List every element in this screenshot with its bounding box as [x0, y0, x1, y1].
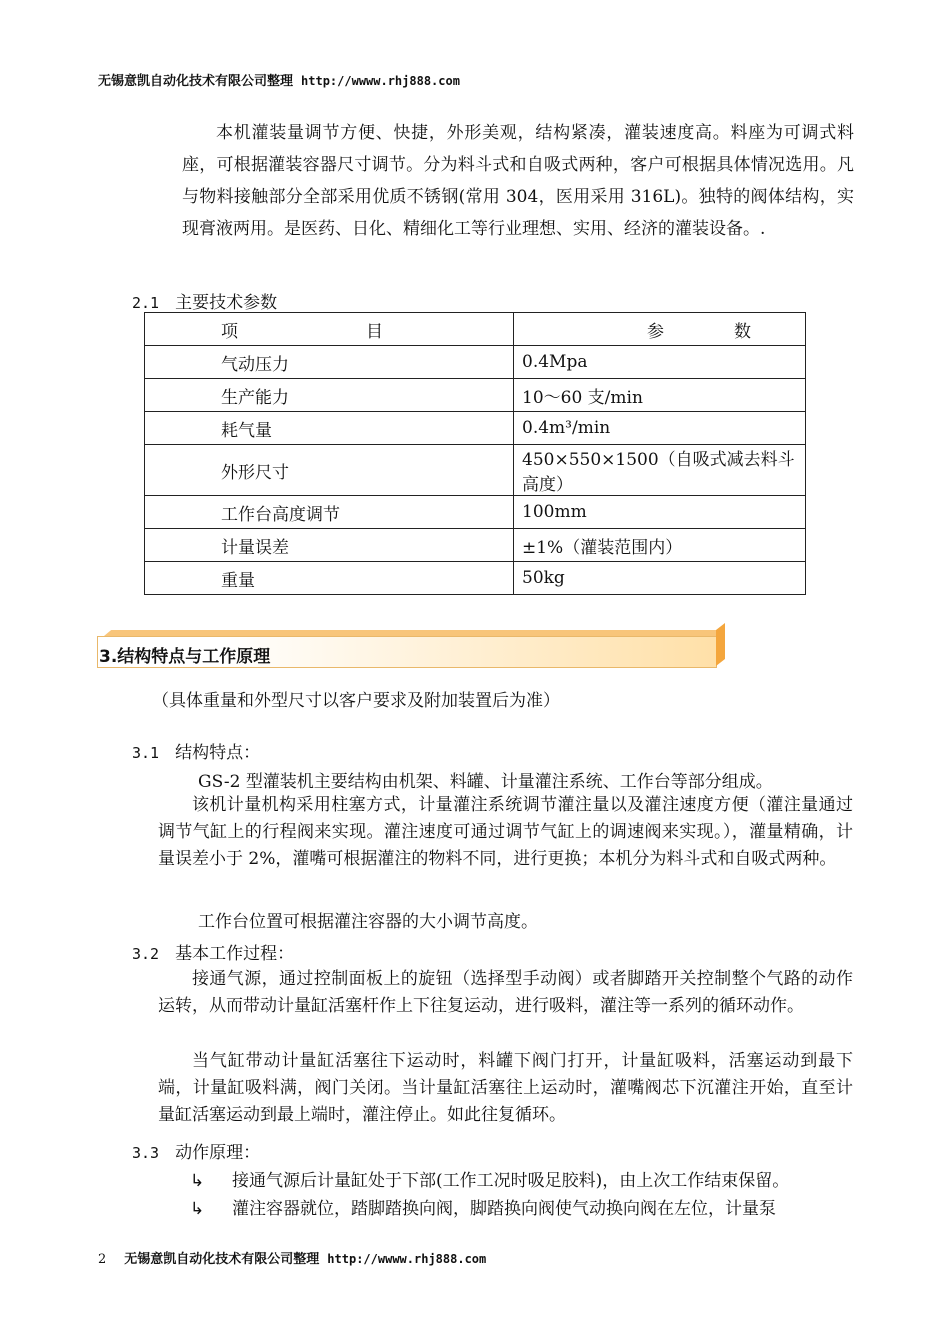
footer-url[interactable]: http://wwww.rhj888.com [327, 1252, 487, 1266]
table-cell-item: 计量误差 [145, 529, 514, 562]
table-cell-item: 外形尺寸 [145, 445, 514, 496]
banner-side-bevel [716, 623, 725, 666]
page-footer [98, 1248, 486, 1267]
section-3-3-heading [132, 1138, 260, 1163]
hook-arrow-icon: ↳ [190, 1199, 205, 1219]
s31-line-2: 工作台位置可根据灌注容器的大小调节高度。 [198, 912, 538, 932]
section-title: 结构特点： [175, 743, 261, 763]
header-url[interactable]: http://wwww.rhj888.com [301, 74, 460, 88]
list-item-text: 接通气源后计量缸处于下部(工作工况时吸足胶料)，由上次工作结束保留。 [232, 1171, 790, 1191]
banner-top-bevel [104, 630, 723, 636]
header-company: 无锡意凯自动化技术有限公司整理 [98, 74, 294, 89]
table-cell-value: 0.4m³/min [514, 412, 806, 445]
table-cell-value: 100mm [514, 496, 806, 529]
header-item-char-2: 目 [366, 321, 383, 342]
page-header [98, 70, 460, 89]
hook-arrow-icon: ↳ [190, 1171, 205, 1191]
table-row [145, 445, 806, 496]
section-title: 基本工作过程： [175, 944, 295, 964]
table-row [145, 346, 806, 379]
table-cell-item: 气动压力 [145, 346, 514, 379]
list-item [190, 1194, 776, 1219]
list-item [190, 1166, 789, 1191]
section-number: 3.3 [132, 1144, 160, 1162]
section-3-banner [97, 636, 717, 668]
header-param-char-2: 数 [734, 321, 751, 342]
footer-company: 无锡意凯自动化技术有限公司整理 [124, 1252, 320, 1267]
s32-paragraph-2: 当气缸带动计量缸活塞往下运动时，料罐下阀门打开，计量缸吸料，活塞运动到最下端，计量缸吸料满，阀门关闭。当计量缸活塞往上运动时，灌嘴阀芯下沉灌注开始，直至计量缸活塞运动到最上端时，灌注停止。如此往复循环。 [158, 1051, 853, 1125]
section-number: 3.1 [132, 744, 160, 762]
section-3-2-heading [132, 939, 294, 964]
table-row [145, 496, 806, 529]
page-number: 2 [98, 1252, 107, 1267]
table-cell-item: 工作台高度调节 [145, 496, 514, 529]
section-title: 主要技术参数 [175, 293, 278, 313]
table-cell-value: 0.4Mpa [514, 346, 806, 379]
table-cell-item: 重量 [145, 562, 514, 595]
table-cell-item: 耗气量 [145, 412, 514, 445]
s32-paragraph-1: 接通气源，通过控制面板上的旋钮（选择型手动阀）或者脚踏开关控制整个气路的动作运转，从而带动计量缸活塞杆作上下往复运动，进行吸料，灌注等一系列的循环动作。 [158, 969, 853, 1016]
table-cell-value: 10～60 支/min [514, 379, 806, 412]
table-cell-item: 生产能力 [145, 379, 514, 412]
table-header-row [145, 313, 806, 346]
s31-line-1: GS-2 型灌装机主要结构由机架、料罐、计量灌注系统、工作台等部分组成。 [198, 772, 773, 792]
table-row [145, 562, 806, 595]
table-cell-value: 50kg [514, 562, 806, 595]
section-2-1-heading [132, 288, 277, 313]
spec-table [144, 312, 806, 595]
table-cell-value: ±1%（灌装范围内） [514, 529, 806, 562]
section-number: 2.1 [132, 294, 160, 312]
intro-paragraph: 本机灌装量调节方便、快捷，外形美观，结构紧凑，灌装速度高。料座为可调式料座，可根据灌装容器尺寸调节。分为料斗式和自吸式两种，客户可根据具体情况选用。凡与物料接触部分全部采用优质不锈钢(常用 304，医用采用 316L)。独特的阀体结构，实现膏液两用。是医药、日化、精细化工等行业理想、实用、经济的灌装设备。. [182, 123, 854, 239]
table-row [145, 412, 806, 445]
section-3-1-heading [132, 738, 260, 763]
table-cell-value: 450×550×1500（自吸式减去料斗高度） [514, 445, 806, 496]
section-number: 3.2 [132, 945, 160, 963]
note-text: （具体重量和外型尺寸以客户要求及附加装置后为准） [152, 691, 560, 711]
section-title: 动作原理： [175, 1143, 261, 1163]
header-param-char-1: 参 [647, 321, 664, 342]
header-item-char-1: 项 [221, 321, 238, 342]
table-row [145, 379, 806, 412]
table-row [145, 529, 806, 562]
header-param-cell [514, 313, 806, 346]
banner-title: 3.结构特点与工作原理 [99, 647, 271, 667]
s31-paragraph: 该机计量机构采用柱塞方式，计量灌注系统调节灌注量以及灌注速度方便（灌注量通过调节气缸上的行程阀来实现。灌注速度可通过调节气缸上的调速阀来实现。），灌量精确，计量误差小于 2%，灌嘴可根据灌注的物料不同，进行更换；本机分为料斗式和自吸式两种。 [158, 795, 853, 869]
header-item-cell [145, 313, 514, 346]
list-item-text: 灌注容器就位，踏脚踏换向阀，脚踏换向阀使气动换向阀在左位，计量泵 [232, 1199, 776, 1219]
